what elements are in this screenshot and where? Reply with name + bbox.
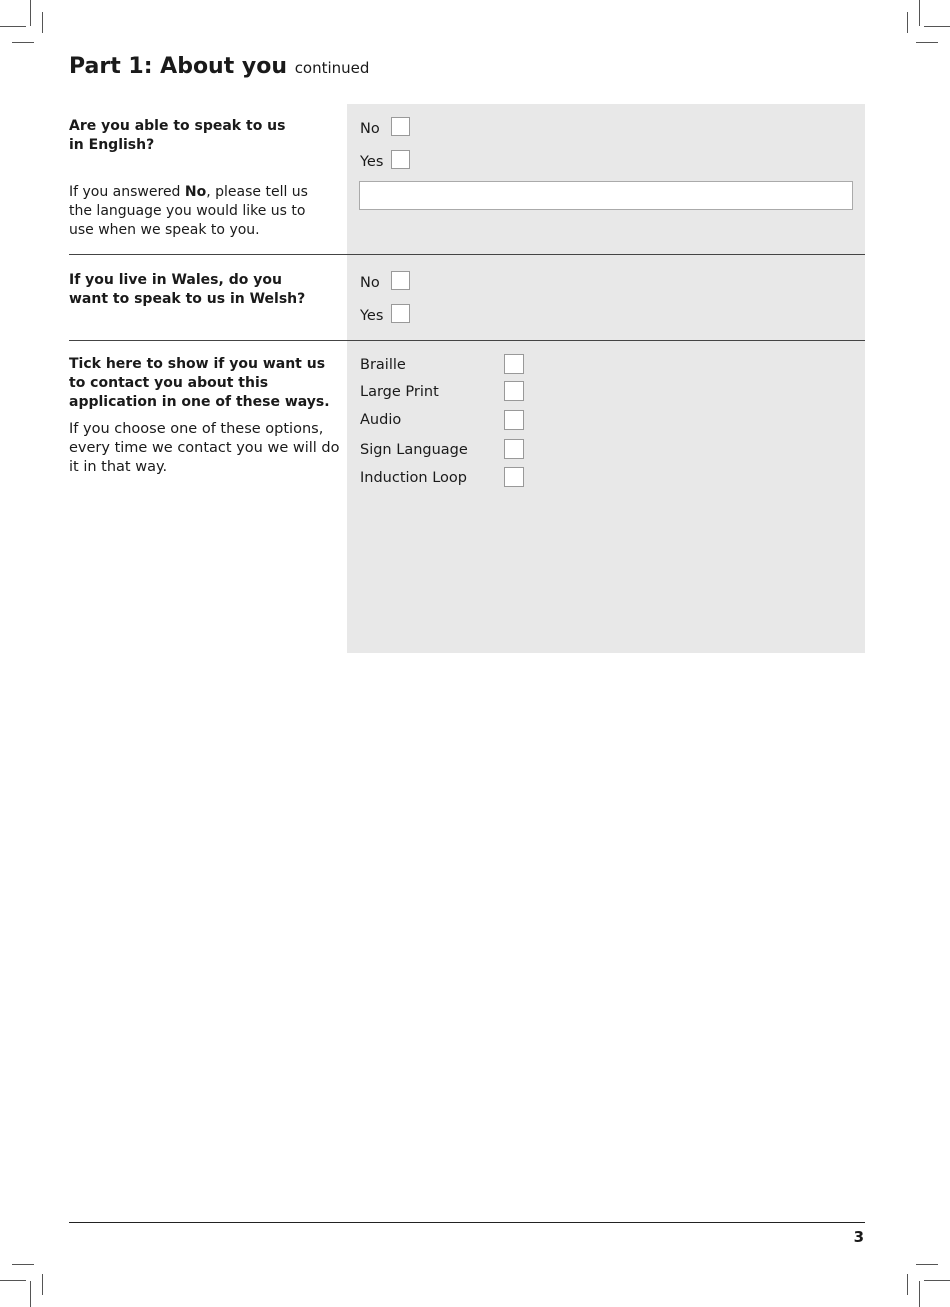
crop-mark: [916, 1264, 938, 1265]
note-english: If you answered No, please tell us the language you would like us to use when we speak to you.: [69, 184, 308, 238]
checkbox-english-yes[interactable]: [391, 150, 410, 169]
preferred-language-input[interactable]: [359, 181, 853, 210]
footer-divider: [69, 1222, 865, 1223]
crop-mark: [907, 12, 908, 33]
page-title: [69, 54, 369, 79]
option-label-sign-language: Sign Language: [360, 442, 468, 458]
checkbox-braille[interactable]: [504, 354, 524, 374]
title-text: Part 1: About you: [69, 54, 288, 79]
option-label-audio: Audio: [360, 412, 402, 428]
crop-mark: [924, 1280, 950, 1281]
title-subtitle: continued: [294, 59, 370, 77]
checkbox-audio[interactable]: [504, 410, 524, 430]
crop-mark: [42, 1274, 43, 1295]
option-label-braille: Braille: [360, 357, 406, 373]
note-contact-format: If you choose one of these options, every time we contact you we will do it in that way.: [69, 421, 340, 475]
checkbox-induction-loop[interactable]: [504, 467, 524, 487]
question-welsh: If you live in Wales, do you want to speak to us in Welsh?: [69, 272, 306, 307]
option-label-yes: Yes: [360, 154, 384, 170]
crop-mark: [42, 12, 43, 33]
question-contact-format: Tick here to show if you want us to contact you about this application in one of these ways.: [69, 356, 330, 410]
option-label-yes: Yes: [360, 308, 384, 324]
crop-mark: [919, 1281, 920, 1307]
divider: [69, 254, 865, 255]
checkbox-english-no[interactable]: [391, 117, 410, 136]
crop-mark: [924, 26, 950, 27]
crop-mark: [0, 1280, 26, 1281]
crop-mark: [907, 1274, 908, 1295]
crop-mark: [919, 0, 920, 26]
checkbox-welsh-no[interactable]: [391, 271, 410, 290]
question-english: Are you able to speak to us in English?: [69, 118, 286, 153]
crop-mark: [12, 1264, 34, 1265]
checkbox-large-print[interactable]: [504, 381, 524, 401]
crop-mark: [12, 42, 34, 43]
option-label-no: No: [360, 121, 380, 137]
option-label-no: No: [360, 275, 380, 291]
page-number: 3: [853, 1228, 864, 1246]
crop-mark: [30, 1281, 31, 1307]
option-label-large-print: Large Print: [360, 384, 439, 400]
checkbox-sign-language[interactable]: [504, 439, 524, 459]
crop-mark: [916, 42, 938, 43]
option-label-induction-loop: Induction Loop: [360, 470, 467, 486]
checkbox-welsh-yes[interactable]: [391, 304, 410, 323]
crop-mark: [30, 0, 31, 26]
crop-mark: [0, 26, 26, 27]
divider: [69, 340, 865, 341]
